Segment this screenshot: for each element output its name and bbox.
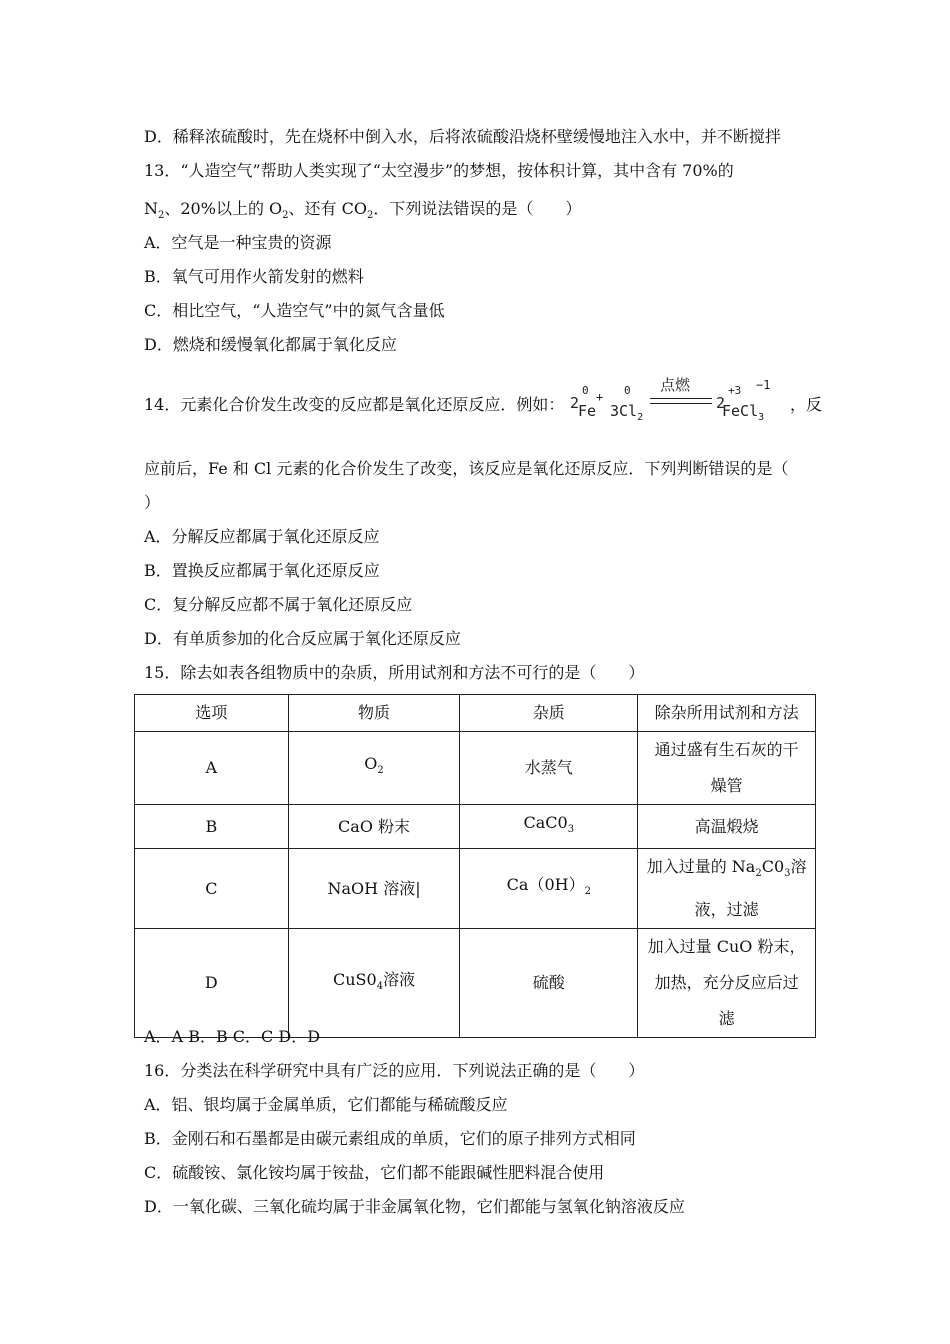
- header-cell: 杂质: [460, 695, 638, 732]
- q16-option-c: C．硫酸铵、氯化铵均属于铵盐，它们都不能跟碱性肥料混合使用: [144, 1163, 605, 1182]
- reaction-equation: [570, 376, 810, 440]
- q12-option-d: D．稀释浓硫酸时，先在烧杯中倒入水，后将浓硫酸沿烧杯壁缓慢地注入水中，并不断搅拌: [144, 127, 781, 146]
- q13-option-a: A．空气是一种宝贵的资源: [144, 233, 332, 252]
- eq-product-fecl3: FeCl$_3$: [722, 402, 765, 423]
- q14-stem-line2: 应前后，Fe 和 Cl 元素的化合价发生了改变，该反应是氧化还原反应．下列判断错误的是（: [144, 459, 789, 478]
- eq-arrow: [650, 398, 712, 404]
- q14-option-b: B．置换反应都属于氧化还原反应: [144, 561, 380, 580]
- q13-option-d: D．燃烧和缓慢氧化都属于氧化反应: [144, 335, 397, 354]
- impurity-removal-table: [134, 694, 816, 1038]
- q13-stem-line1: 13．“人造空气”帮助人类实现了“太空漫步”的梦想，按体积计算，其中含有 70%的: [144, 161, 734, 180]
- option-cell: D: [135, 929, 289, 1038]
- q16-stem: 16．分类法在科学研究中具有广泛的应用．下列说法正确的是（ ）: [144, 1061, 645, 1080]
- method-cell: 加入过量的 $Na_2C0_3$溶 液，过滤: [638, 849, 816, 929]
- q14-stem-line3: ）: [144, 493, 161, 512]
- q16-option-a: A．铝、银均属于金属单质，它们都能与稀硫酸反应: [144, 1095, 508, 1114]
- eq-reactant-fe: Fe: [578, 402, 597, 420]
- header-cell: 物质: [288, 695, 460, 732]
- q14-option-d: D．有单质参加的化合反应属于氧化还原反应: [144, 629, 461, 648]
- eq-coefficient: 2: [716, 394, 726, 412]
- q14-option-c: C．复分解反应都不属于氧化还原反应: [144, 595, 413, 614]
- method-cell: 高温煅烧: [638, 805, 816, 849]
- table-row: [135, 849, 816, 929]
- option-cell: B: [135, 805, 289, 849]
- q15-stem: 15．除去如表各组物质中的杂质，所用试剂和方法不可行的是（ ）: [144, 663, 645, 682]
- q16-option-b: B．金刚石和石墨都是由碳元素组成的单质，它们的原子排列方式相同: [144, 1129, 636, 1148]
- header-cell: 除杂所用试剂和方法: [638, 695, 816, 732]
- eq-oxidation-state: 0: [582, 384, 589, 397]
- q13-stem-line2: $N_2$、20%以上的 $O_2$、还有 $CO_2$．下列说法错误的是（ ）: [144, 199, 582, 222]
- method-cell: 加入过量 CuO 粉末， 加热，充分反应后过 滤: [638, 929, 816, 1038]
- table-row: [135, 929, 816, 1038]
- q13-option-c: C．相比空气，“人造空气”中的氮气含量低: [144, 301, 445, 320]
- eq-reactant-cl2: $3Cl_2$: [610, 402, 644, 423]
- substance-cell: NaOH 溶液|: [288, 849, 460, 929]
- table-header-row: [135, 695, 816, 732]
- q14-option-a: A．分解反应都属于氧化还原反应: [144, 527, 380, 546]
- eq-condition: 点燃: [660, 376, 691, 394]
- impurity-cell: $CaC0_3$: [460, 805, 638, 849]
- impurity-cell: 硫酸: [460, 929, 638, 1038]
- eq-coefficient: 2: [570, 394, 580, 412]
- q15-answer-options: A．A B．B C．C D．D: [144, 1027, 321, 1046]
- eq-oxidation-state: −1: [756, 378, 771, 392]
- q14-stem-line1: 14．元素化合价发生改变的反应都是氧化还原反应．例如：: [144, 395, 565, 414]
- substance-cell: $O_2$: [288, 732, 460, 805]
- q14-stem-line1-tail: ，反: [790, 395, 823, 414]
- q16-option-d: D．一氧化碳、三氧化硫均属于非金属氧化物，它们都能与氢氧化钠溶液反应: [144, 1197, 685, 1216]
- method-cell: 通过盛有生石灰的干 燥管: [638, 732, 816, 805]
- table-row: [135, 732, 816, 805]
- table-row: [135, 805, 816, 849]
- substance-cell: CaO 粉末: [288, 805, 460, 849]
- substance-cell: $CuS0_4$溶液: [288, 929, 460, 1038]
- q13-option-b: B．氧气可用作火箭发射的燃料: [144, 267, 364, 286]
- option-cell: A: [135, 732, 289, 805]
- header-cell: 选项: [135, 695, 289, 732]
- eq-plus: +: [596, 390, 604, 404]
- impurity-cell: $Ca(0H)_2$: [460, 849, 638, 929]
- eq-oxidation-state: +3: [728, 384, 742, 397]
- option-cell: C: [135, 849, 289, 929]
- eq-oxidation-state: 0: [624, 384, 631, 397]
- impurity-cell: 水蒸气: [460, 732, 638, 805]
